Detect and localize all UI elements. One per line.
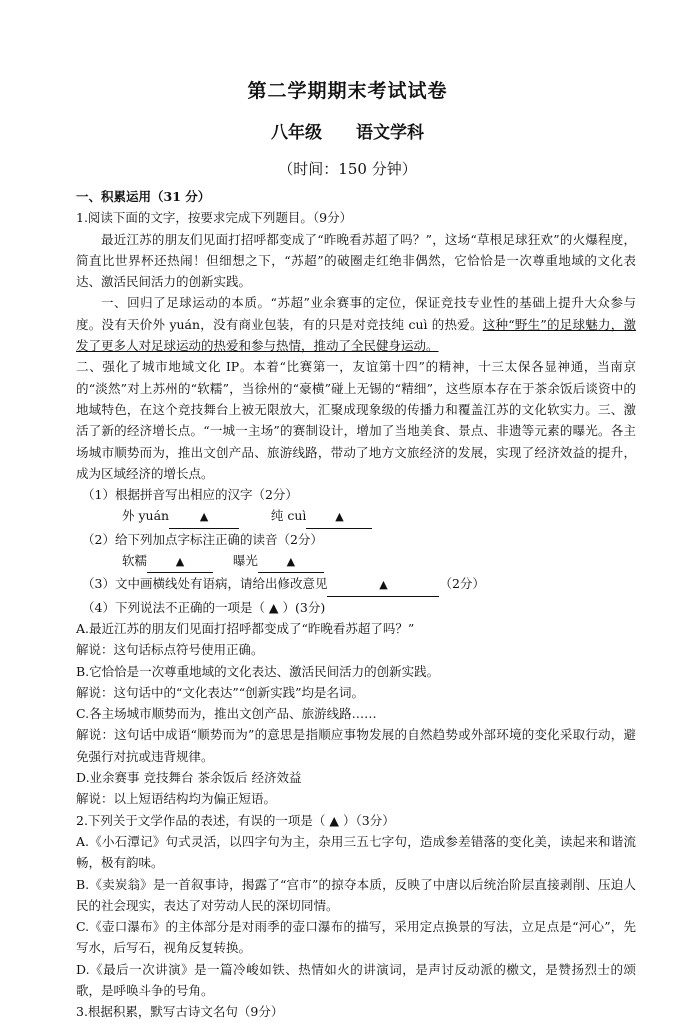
answer-blank[interactable] [258,550,324,573]
q1-option-d: D.业余赛事 竞技舞台 茶余饭后 经济效益 [76,770,302,786]
exam-subtitle [0,118,695,143]
grade-label: 八年级 [271,123,323,143]
exam-title: 第二学期期末考试试卷 [247,80,448,102]
q1-explain-d: 解说：以上短语结构均为偏正短语。 [76,791,277,807]
q1-explain-b: 解说：这句话中的“文化表达”“创新实践”均是名词。 [76,684,365,700]
q1-sub4: （4）下列说法不正确的一项是（ ▲ ）(3分) [82,599,326,615]
q2-option-b: B.《卖炭翁》是一首叙事诗，揭露了“宫市”的掠夺本质，反映了中唐以后统治阶层直接剥削、压迫人民的社会现实，表达了对劳动人民的深切同情。 [76,876,636,913]
q1-option-c: C.各主场城市顺势而为，推出文创产品、旅游线路…… [76,706,377,722]
q1-option-a: A.最近江苏的朋友们见面打招呼都变成了“昨晚看苏超了吗？” [76,620,415,636]
answer-mark: ▲ [175,555,185,569]
q1-option-b: B.它恰恰是一次尊重地域的文化表达、激活民间活力的创新实践。 [76,663,440,679]
underlined-sentence: 这种“野生”的足球魅力，激发了更多人对足球运动的热爱和参与热情，推动了全民健身运动。 [76,316,636,354]
answer-mark: ▲ [379,578,388,592]
sub1-item-a: 外 yuán [122,508,170,524]
answer-blank[interactable] [169,505,239,528]
answer-blank[interactable] [306,505,372,528]
section-heading: 一、积累运用（31 分） [76,189,211,204]
q1-sub1: （1）根据拼音写出相应的汉字（2分） [82,487,298,503]
q1-passage-para1: 最近江苏的朋友们见面打招呼都变成了“昨晚看苏超了吗？”，这场“草根足球狂欢”的火爆程度，简直比世界杯还热闹！但细想之下，“苏超”的破圈走红绝非偶然，它恰恰是一次尊重地域的文化表达、激活民间活力的创新实践。 [76,231,636,290]
answer-blank[interactable] [327,573,439,596]
sub2-item-b: 曝光 [232,553,258,569]
sub1-item-b: 纯 cuì [270,508,307,524]
exam-time: （时间：150 分钟） [278,160,417,178]
q1-stem: 1.阅读下面的文字，按要求完成下列题目。（9分） [76,210,353,226]
answer-mark: ▲ [286,555,296,569]
sub3-text: （3）文中画横线处有语病，请给出修改意见 [82,576,328,592]
answer-blank[interactable] [147,550,213,573]
answer-mark: ▲ [199,510,209,524]
q1-explain-a: 解说：这句话标点符号使用正确。 [76,642,264,658]
q2-option-d: D.《最后一次讲演》是一篇冷峻如铁、热情如火的讲演词，是声讨反动派的檄文，是赞扬烈士的颂歌，是呼唤斗争的号角。 [76,961,636,998]
q2-option-a: A.《小石潭记》句式灵活，以四字句为主，杂用三五七字句，造成参差错落的变化美，读起来和谐流畅，极有韵味。 [76,833,636,871]
q1-sub2-answers [76,550,636,573]
q2-option-c: C.《壶口瀑布》的主体部分是对雨季的壶口瀑布的描写，采用定点换景的写法，立足点是“河心”，先写水，后写石，视角反复转换。 [76,919,636,956]
para2-text: 一、回归了足球运动的本质。“苏超”业余赛事的定位，保证竞技专业性的基础上提升大众参与度。没有天价外 yuán，没有商业包装，有的只是对竞技纯 cuì 的热爱。 [76,295,636,332]
exam-content [76,186,636,1023]
subject-label: 语文学科 [355,123,424,143]
sub3-score: （2分） [439,576,485,592]
q1-passage-para3: 二、强化了城市地域文化 IP。本着“比赛第一，友谊第十四”的精神，十三太保各显神通，当南京的“淡然”对上苏州的“软糯”，当徐州的“豪横”碰上无锡的“精细”，这些原本存在于茶余饭后谈资中的地域特色，在这个竞技舞台上被无限放大，汇聚成现象级的传播力和覆盖江苏的文化软实力。三、激活了新的经济增长点。“一城一主场”的赛制设计，增加了当地美食、景点、非遗等元素的曝光。各主场城市顺势而为，推出文创产品、旅游线路，带动了地方文旅经济的发展，实现了经济效益的提升，成为区域经济的增长点。 [76,359,636,481]
q1-explain-c: 解说：这句话中成语“顺势而为”的意思是指顺应事物发展的自然趋势或外部环境的变化采取行动，避免强行对抗或违背规律。 [76,727,636,764]
q2-stem: 2.下列关于文学作品的表述，有误的一项是（ ▲ ）（3分） [76,812,395,828]
q1-sub2: （2）给下列加点字标注正确的读音（2分） [82,531,323,547]
q1-sub1-answers [76,505,636,528]
sub2-item-a: 软糯 [122,553,148,569]
q1-passage-para2 [76,292,636,356]
q3-stem: 3.根据积累，默写古诗文名句（9分） [76,1004,284,1020]
answer-mark: ▲ [335,510,344,524]
q1-sub3 [76,573,636,596]
